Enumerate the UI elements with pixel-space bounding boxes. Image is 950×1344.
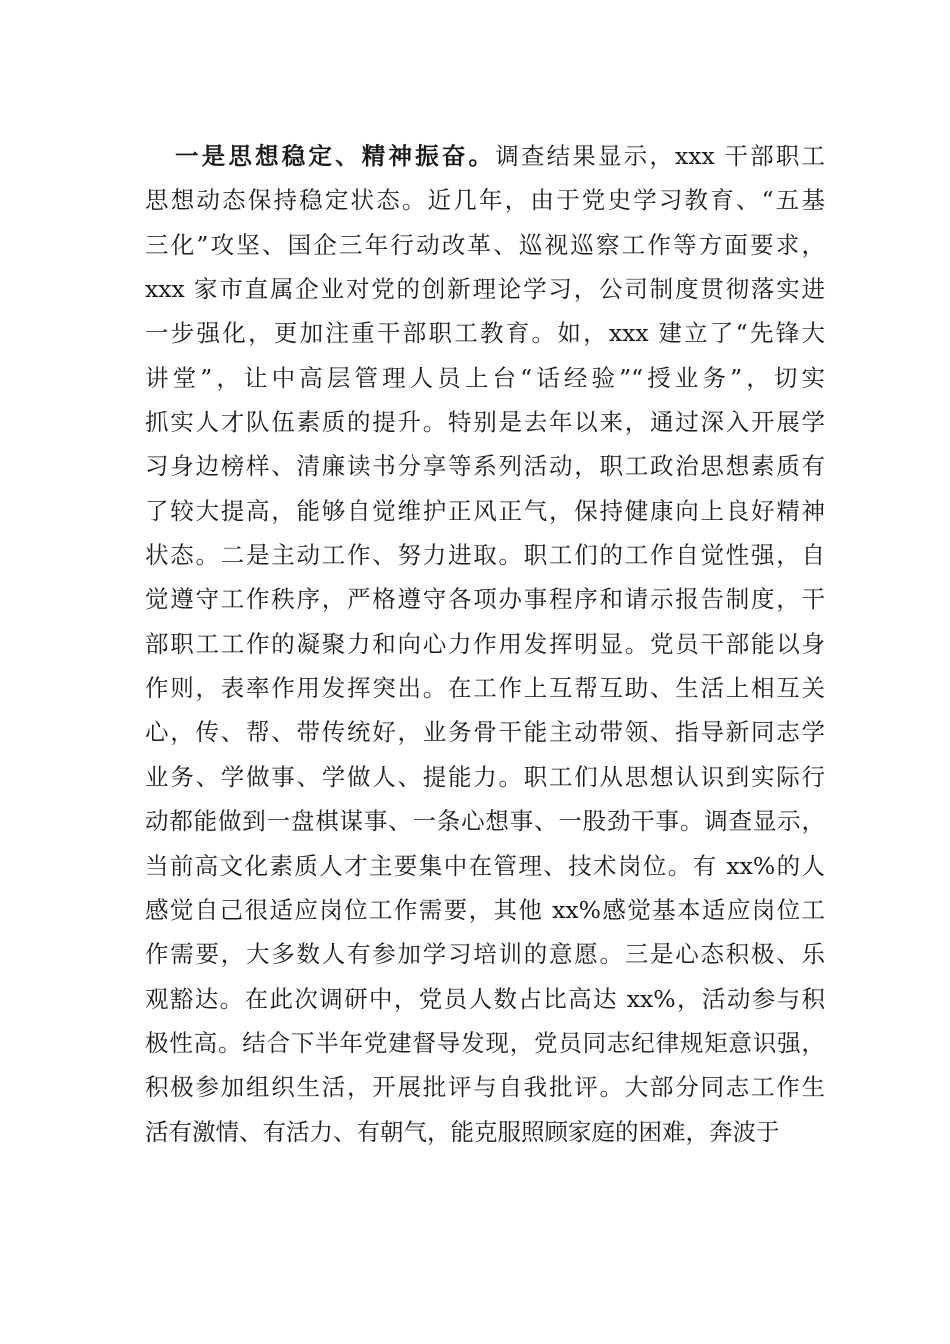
paragraph-line: 活有激情、有活力、有朝气，能克服照顾家庭的困难，奔波于	[145, 1117, 780, 1146]
paragraph-line: 观豁达。在此次调研中，党员人数占比高达 xx%，活动参与积	[145, 984, 825, 1013]
paragraph-line: 积极参加组织生活，开展批评与自我批评。大部分同志工作生	[145, 1073, 825, 1102]
paragraph-line: 作则，表率作用发挥突出。在工作上互帮互助、生活上相互关	[145, 674, 825, 703]
paragraph-line: 作需要，大多数人有参加学习培训的意愿。三是心态积极、乐	[145, 940, 825, 969]
paragraph-line: 感觉自己很适应岗位工作需要，其他 xx%感觉基本适应岗位工	[145, 895, 825, 924]
body-paragraph	[145, 134, 825, 1154]
paragraph-line: 当前高文化素质人才主要集中在管理、技术岗位。有 xx%的人	[145, 851, 825, 880]
lead-heading: 一是思想稳定、精神振奋。	[175, 142, 496, 170]
paragraph-line: 习身边榜样、清廉读书分享等系列活动，职工政治思想素质有	[145, 452, 825, 481]
paragraph-line: 心，传、帮、带传统好，业务骨干能主动带领、指导新同志学	[145, 718, 825, 747]
paragraph-line: 业务、学做事、学做人、提能力。职工们从思想认识到实际行	[145, 762, 825, 791]
paragraph-line: 抓实人才队伍素质的提升。特别是去年以来，通过深入开展学	[145, 408, 825, 437]
paragraph-line: 极性高。结合下半年党建督导发现，党员同志纪律规矩意识强，	[145, 1028, 825, 1057]
paragraph-line: 觉遵守工作秩序，严格遵守各项办事程序和请示报告制度，干	[145, 585, 825, 614]
line-text: 调查结果显示，xxx 干部职工	[495, 142, 826, 170]
paragraph-line: 了较大提高，能够自觉维护正风正气，保持健康向上良好精神	[145, 496, 825, 525]
paragraph-line: xxx 家市直属企业对党的创新理论学习，公司制度贯彻落实进	[145, 275, 825, 304]
paragraph-line: 一步强化，更加注重干部职工教育。如，xxx 建立了“先锋大	[145, 319, 825, 348]
paragraph-line: 思想动态保持稳定状态。近几年，由于党史学习教育、“五基	[145, 186, 825, 215]
paragraph-line: 动都能做到一盘棋谋事、一条心想事、一股劲干事。调查显示，	[145, 807, 825, 836]
paragraph-line: 部职工工作的凝聚力和向心力作用发挥明显。党员干部能以身	[145, 629, 825, 658]
paragraph-line: 讲堂”，让中高层管理人员上台“话经验”“授业务”，切实	[145, 363, 825, 392]
paragraph-line: 状态。二是主动工作、努力进取。职工们的工作自觉性强，自	[145, 541, 825, 570]
paragraph-line	[145, 134, 825, 178]
paragraph-line: 三化”攻坚、国企三年行动改革、巡视巡察工作等方面要求，	[145, 230, 825, 259]
